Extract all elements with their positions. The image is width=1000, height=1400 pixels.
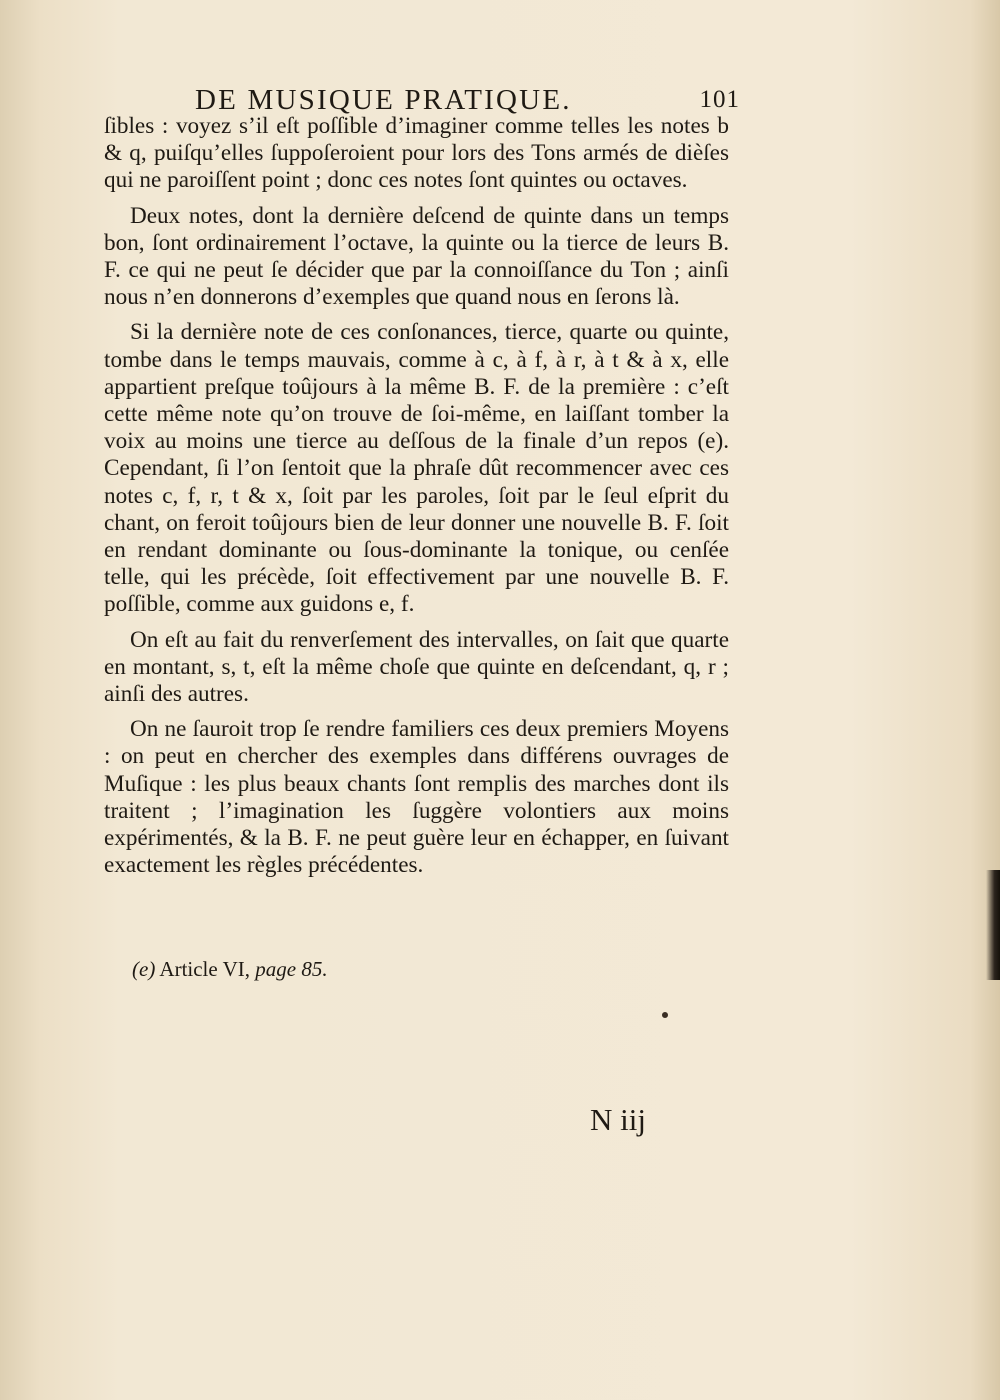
- body-text: [104, 113, 729, 887]
- paragraph-5: On ne ſauroit trop ſe rendre familiers ces deux premiers Moyens : on peut en chercher des exemples dans différens ouvrages de Muſique : les plus beaux chants ſont remplis des marches dont ils traitent ; l’imagination les ſuggère volontiers aux moins expérimentés, & la B. F. ne peut guère leur en échapper, en ſuivant exactement les règles précédentes.: [104, 716, 729, 879]
- footnote-text: Article VI,: [159, 957, 250, 981]
- paragraph-1: ſibles : voyez s’il eſt poſſible d’imaginer comme telles les notes b & q, puiſqu’elles ſuppoſeroient pour lors des Tons armés de dièſes qui ne paroiſſent point ; donc ces notes ſont quintes ou octaves.: [104, 113, 729, 194]
- page-edge-shadow: [986, 870, 1000, 980]
- signature-mark: N iij: [590, 1102, 646, 1137]
- footnote: [132, 955, 532, 983]
- ink-spot: [662, 1012, 668, 1018]
- paragraph-4: On eſt au fait du renverſement des intervalles, on ſait que quarte en montant, s, t, eſt la même choſe que quinte en deſcendant, q, r ; ainſi des autres.: [104, 626, 729, 708]
- footnote-page-ref: page 85.: [255, 957, 328, 981]
- paragraph-3: Si la dernière note de ces conſonances, tierce, quarte ou quinte, tombe dans le temps mauvais, comme à c, à f, à r, à t & à x, elle appartient preſque toûjours à la même B. F. de la première : c’eſt cette même note qu’on trouve de ſoi-même, en laiſſant tomber la voix au moins une tierce au deſſous de la finale d’un repos (e). Cependant, ſi l’on ſentoit que la phraſe dût recommencer avec ces notes c, f, r, t & x, ſoit par les paroles, ſoit par le ſeul eſprit du chant, on feroit toûjours bien de leur donner une nouvelle B. F. ſoit en rendant dominante ou ſous-dominante la tonique, ou cenſée telle, qui les précède, ſoit effectivement par une nouvelle B. F. poſſible, comme aux guidons e, f.: [104, 319, 729, 618]
- page-number: 101: [699, 86, 740, 113]
- paragraph-2: Deux notes, dont la dernière deſcend de quinte dans un temps bon, ſont ordinairement l’octave, la quinte ou la tierce de leurs B. F. ce qui ne peut ſe décider que par la connoiſſance du Ton ; ainſi nous n’en donnerons d’exemples que quand nous en ſerons là.: [104, 202, 729, 311]
- running-title: DE MUSIQUE PRATIQUE.: [195, 84, 572, 116]
- footnote-marker: (e): [132, 957, 156, 981]
